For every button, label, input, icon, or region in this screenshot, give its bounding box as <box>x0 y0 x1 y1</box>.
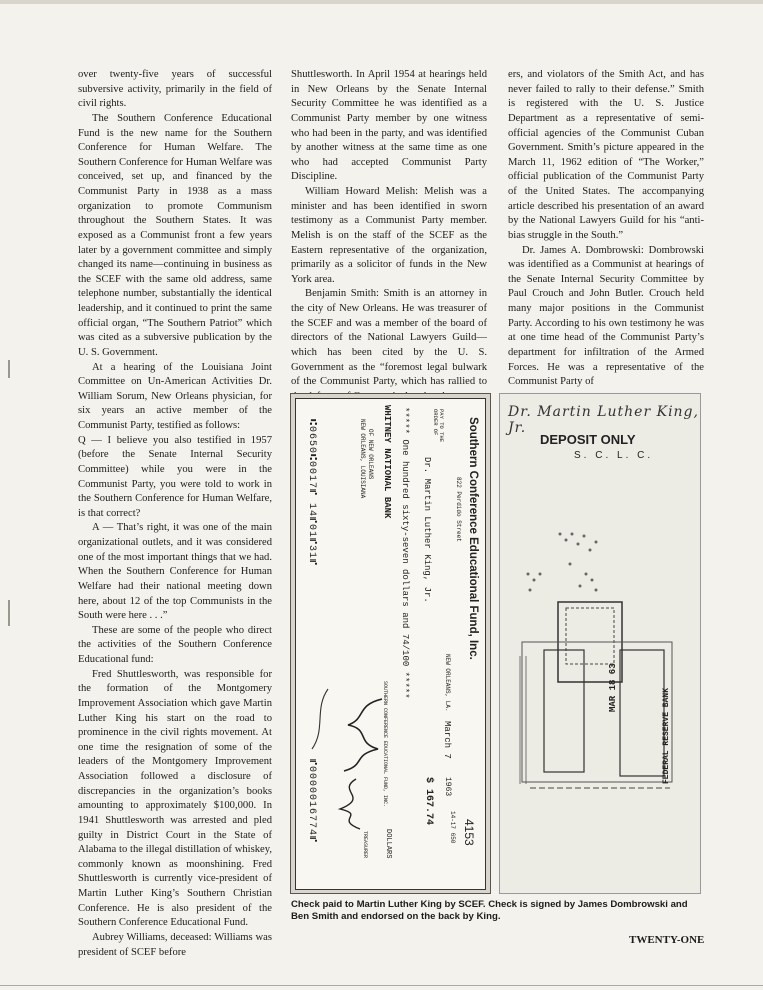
stamp-bank: FEDERAL RESERVE BANK <box>662 687 671 784</box>
check-bank-name: WHITNEY NATIONAL BANK <box>382 405 392 519</box>
check-face <box>295 398 486 890</box>
paragraph: Aubrey Williams, deceased: Williams was president of SCEF before <box>78 931 272 958</box>
bank-stamps-icon <box>500 394 701 894</box>
deposit-only-stamp: DEPOSIT ONLY <box>540 432 636 447</box>
signature-icon <box>296 399 485 889</box>
paragraph: At a hearing of the Louisiana Joint Committee on Un-American Activities Dr. William Sorum, New Orleans physician, for six years an active member of the Communist Party, testified as follows: <box>78 361 272 431</box>
paragraph: These are some of the people who direct the activities of the Southern Conference Educational fund: <box>78 624 272 665</box>
page-number: TWENTY-ONE <box>629 934 705 946</box>
paragraph: Shuttlesworth. In April 1954 at hearings held in New Orleans by the Senate Internal Security Committee he was identified as a Communist Party member by one witness who had been in the party, and was identified by another witness at the same time as one who had accepted Communist Party Discipline. <box>291 69 487 183</box>
check-org-address: 822 Perdido Street <box>455 477 462 542</box>
check-number: 4153 <box>462 819 476 846</box>
check-payee: Dr. Martin Luther King, Jr. <box>422 457 432 603</box>
check-bank-sub: NEW ORLEANS, LOUISIANA <box>359 419 366 499</box>
check-amount-figure: $ 167.74 <box>423 777 434 826</box>
paragraph: Fred Shuttlesworth, was responsible for the formation of the Montgomery Improvement Association which gave Martin Luther King his start on the road to prominence in the civil rights movement. At one time the resignation of some of the leaders of the Montgomery Improvement Association followed a disclosure of discrepancies in the organization’s books amounting to approximately $100,000. In 1941 Shuttlesworth was arrested and pled guilty in District Court in the State of Alabama to the illegal distillation of whiskey, commonly known as moonshining. Fred Shuttlesworth is currently vice-president of Martin Luther King’s Southern Christian Conference. He is also president of the Southern Conference Educational Fund. <box>78 668 272 929</box>
check-routing-fraction: 14-17 650 <box>449 811 456 844</box>
check-back-image <box>499 393 701 894</box>
testimony-question: Q — I believe you also testified in 1957 (before the Senate Internal Security Committee) while you were in the Communist Party, you were told to work in the Southern Conference for Human Welfare, is that correct? <box>78 434 272 519</box>
article-column-1 <box>78 68 272 960</box>
article-column-2 <box>291 68 487 404</box>
article-column-3 <box>508 68 704 390</box>
figure-caption: Check paid to Martin Luther King by SCEF. Check is signed by James Dombrowski and Ben Smith and endorsed on the back by King. <box>291 899 688 922</box>
endorsement-signature: Dr. Martin Luther King, Jr. <box>508 404 699 436</box>
left-margin-mark <box>8 360 10 378</box>
check-bank-sub: OF NEW ORLEANS <box>367 429 374 480</box>
check-treasurer-label: TREASURER <box>362 831 368 859</box>
check-front-image <box>290 393 491 894</box>
left-margin-mark <box>8 600 10 626</box>
check-pay-to-label: PAY TO THE ORDER OF <box>432 409 445 443</box>
check-amount-words: ***** One hundred sixty-seven dollars and 74/100 ***** <box>400 407 410 699</box>
check-drawer: SOUTHERN CONFERENCE EDUCATIONAL FUND, INC. <box>382 681 388 808</box>
paragraph: ers, and violators of the Smith Act, and has never failed to rally to their defense.” Smith is registered with the U. S. Justice Department as a representative of semi-official agencies of the Communist Cuban Government. Smith’s picture appeared in the March 11, 1962 edition of “The Worker,” official publication of the Communist Party of the United States. The accompanying article described his presentation of an award by the National Lawyers Guild for his “anti-bias struggle in the South.” <box>508 69 704 241</box>
page-top-edge <box>0 0 763 4</box>
check-dollars-label: DOLLARS <box>384 829 392 859</box>
check-year: 1963 <box>443 777 452 797</box>
paragraph: William Howard Melish: Melish was a minister and has been identified in sworn testimony as a Communist Party member. Melish is on the staff of the SCEF as the Eastern representative of the organization, primarily as a solicitor of funds in the New York area. <box>291 186 487 285</box>
paragraph: The Southern Conference Educational Fund is the new name for the Southern Conference for Human Welfare. The Southern Conference for Human Welfare was conceived, set up, and financed by the Communist Party in 1938 as a mass organization to promote Communism throughout the Southern States. It was exposed as a Communist front a few years later by a government committee and simply changed its name—continuing in business as the SCEF with the same old address, same telephone number, substantially the identical leadership, and it continued to print the same official organ, “The Southern Patriot” which was cited as a subversive publication by the U. S. Government. <box>78 112 272 358</box>
paragraph: Benjamin Smith: Smith is an attorney in the city of New Orleans. He was treasurer of the SCEF and was a member of the board of directors of the National Lawyers Guild—which has been cited by the U. S. Government as the “foremost legal bulwark of the Communist Party, which has rallied to <box>291 288 487 388</box>
check-micr-line: ⑆0650⑆0017⑈ 14⑈01⑈31⑈ <box>306 419 317 567</box>
testimony-answer: A — That’s right, it was one of the main organizational outlets, and it was considered one of the most important things that we had. When the Southern Conference for Human Welfare had their national meeting down here, about 12 of the top Communists in the South were here . . .” <box>78 522 272 622</box>
paragraph: Dr. James A. Dombrowski: Dombrowski was identified as a Communist at hearings of the Senate Internal Security Committee by Paul Crouch and John Butler. Crouch held many major positions in the Communist Party. According to his own testimony he was at one time head of the Communist Party’s department for infiltration of the Armed Forces. He was a representative of the Communist Party of <box>508 244 704 388</box>
check-micr-amount: ⑈0000016774⑈ <box>306 759 317 844</box>
check-org-name: Southern Conference Educational Fund, Inc. <box>467 417 479 660</box>
check-date: March 7 <box>442 721 452 759</box>
page-bottom-rule <box>0 985 763 986</box>
check-city-line: NEW ORLEANS, LA. <box>444 654 451 712</box>
stamp-date: MAR 18 63 <box>608 663 618 712</box>
sclc-stamp: S. C. L. C. <box>574 450 654 461</box>
paragraph: over twenty-five years of successful subversive activity, primarily in the field of civil rights. <box>78 69 272 110</box>
